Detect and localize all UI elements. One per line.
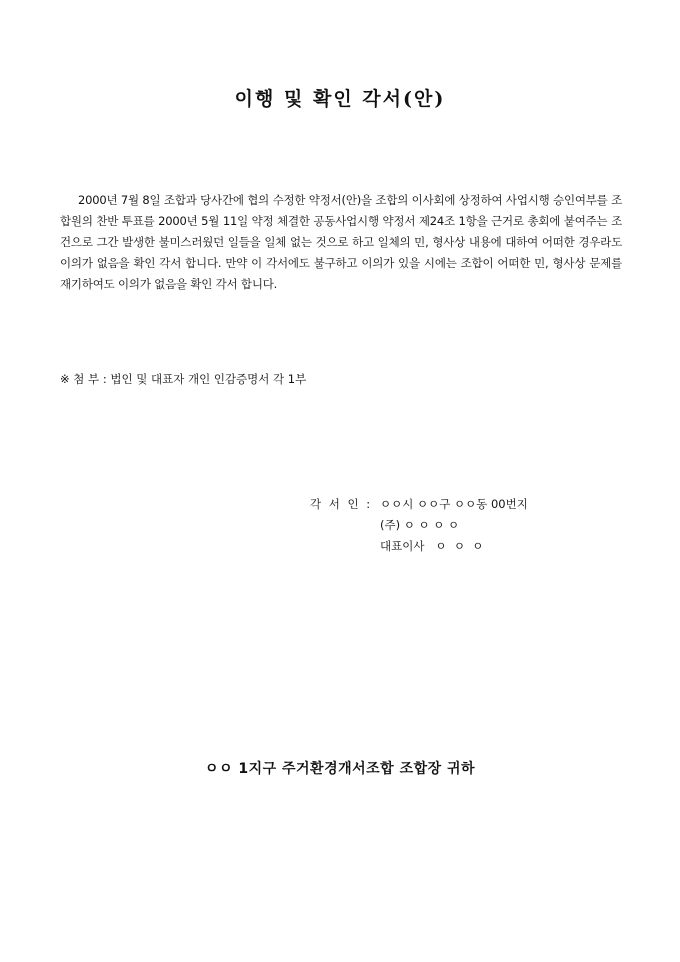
- attachment-note: ※ 첨 부 : 법인 및 대표자 개인 인감증명서 각 1부: [60, 372, 307, 386]
- signer-label: 각 서 인 :: [310, 497, 373, 511]
- signer-address-row: [310, 494, 528, 515]
- body-paragraph: 2000년 7월 8일 조합과 당사간에 협의 수정한 약정서(안)을 조합의 이사회에 상정하여 사업시행 승인여부를 조합원의 찬반 투표를 2000년 5월 11일 약정 체결한 공동사업시행 약정서 제24조 1항을 근거로 총회에 붙여주는 조건으로 그간 발생한 불미스러웠던 일들을 일체 없는 것으로 하고 일체의 민, 형사상 내용에 대하여 어떠한 경우라도 이의가 없음을 확인 각서 합니다. 만약 이 각서에도 불구하고 이의가 있을 시에는 조합이 어떠한 민, 형사상 문제를 재기하여도 이의가 없음을 확인 각서 합니다.: [60, 193, 622, 291]
- signer-representative-row: [310, 536, 528, 557]
- signer-representative: 대표이사 ㅇ ㅇ ㅇ: [380, 539, 484, 553]
- signer-block: [310, 494, 528, 557]
- addressee: ㅇㅇ 1지구 주거환경개서조합 조합장 귀하: [204, 761, 476, 777]
- signer-company: (주) ㅇ ㅇ ㅇ ㅇ: [380, 518, 460, 532]
- document-title: 이행 및 확인 각서(안): [234, 88, 446, 110]
- signer-company-row: [310, 515, 528, 536]
- signer-address: ㅇㅇ시 ㅇㅇ구 ㅇㅇ동 00번지: [380, 497, 528, 511]
